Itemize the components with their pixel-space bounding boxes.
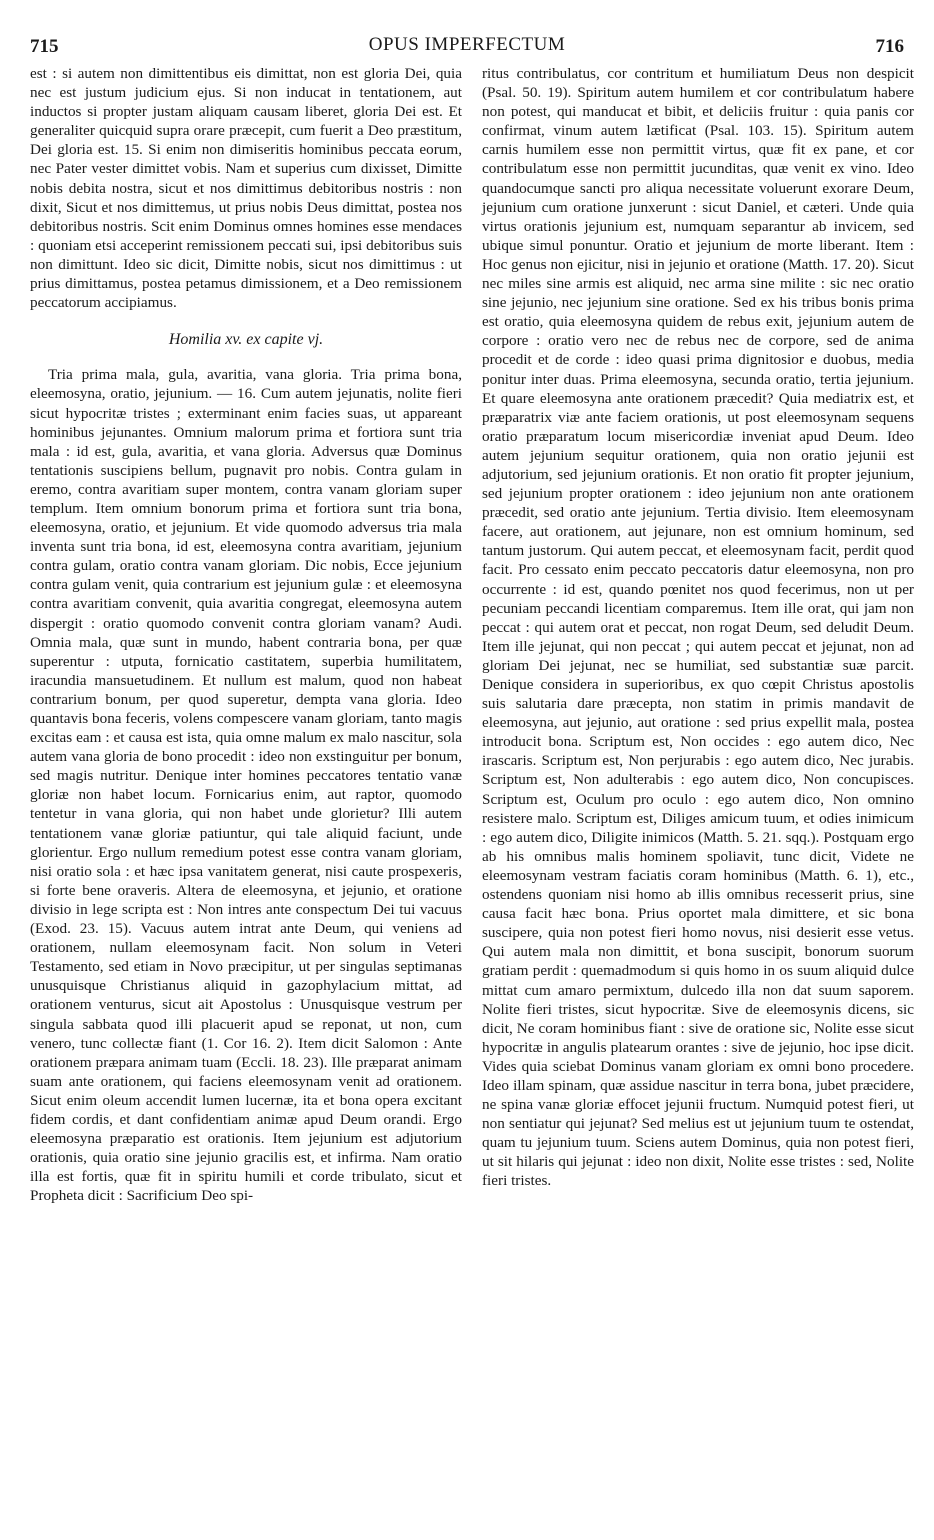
homily-heading: Homilia xv. ex capite vj.	[168, 331, 324, 349]
left-paragraph-1: est : si autem non dimittentibus eis dimittat, non est gloria Dei, quia nec est justum judicium ejus. Si non inducat in tentationem, aut inductos si propter justam aliquam causam liberet, gloria Dei est. Et generaliter quicquid supra orare præcepit, cum fuerit a Deo præstitum, Dei gloria est. 15. Si enim non dimiseritis hominibus peccata eorum, nec Pater vester dimittet vobis. Nam et superius cum dixisset, Dimitte nobis debita nostra, sicut et nos dimittimus debitoribus nostris : non dixit, Sicut et nos dimittemus, ut prius nobis Deus dimittat, postea nos debitoribus nostris. Scit enim Dominus omnes homines esse mendaces : quoniam etsi acceperint remissionem peccati sui, ipsi debitoribus suis non dimittunt. Ideo sic dicit, Dimitte nobis, sicut nos dimittimus : ut prius dimittamus, postea petamus dimissionem, et a Deo remissionem peccatorum accipiamus.	[30, 65, 462, 312]
page-header	[30, 32, 904, 62]
right-paragraph-1: ritus contribulatus, cor contritum et humiliatum Deus non despicit (Psal. 50. 19). Spiritum autem humilem et cor contribulatum habere non potest, qui manducat et bibit, et deliciis fruitur : quia panis cor confirmat, vinum autem lætificat (Psal. 103. 15). Spiritum autem carnis humilem esse non permittit virtus, quæ fit ex pane, et cor contribulatum esse non permittit jucunditas, quæ venit ex vino. Ideo quandocumque sancti pro aliqua necessitate voluerunt exorare Deum, jejunium cum oratione junxerunt : sicut Daniel, et cæteri. Unde quia virtus orationis jejunium est, numquam separantur ab invicem, sed ubique simul ponuntur. Oratio et jejunium de morte liberant. Item : Hoc genus non ejicitur, nisi in jejunio et oratione (Matth. 17. 20). Sicut nec miles sine armis est aliquid, nec arma sine milite : sic nec oratio sine jejunio, nec jejunium sine oratione. Sed ex his tribus bonis prima est oratio, quia eleemosyna quidem de rebus exit, jejunium autem de corpore : oratio vero nec de rebus nec de corpore, sed de anima procedit et de corde : ideo quasi prima dignitosior e duobus, media ponitur inter duas. Prima eleemosyna, secunda oratio, tertia jejunium. Et quare eleemosyna ante orationem præcedit? Quia mediatrix est, et præparatrix viæ ante faciem orationis, ut post eleemosynam sequens oratio præparatum locum misericordiæ inveniat apud Deum. Ideo autem jejunium sequitur orationem, quia non oratio jejunii est adjutorium, sed jejunium orationis. Et non oratio fit propter jejunium, sed jejunium propter orationem : ideo jejunium non ante orationem præcedit, sed oratio ante jejunium. Tertia divisio. Item eleemosynam facere, aut orationem, aut jejunare, non est omnium hominum, sed tantum justorum. Qui autem peccat, et eleemosynam facit, perdit quod facit. Pro cessato enim peccato peccatoris datur eleemosyna, non pro occurrente : id est, quando pœnitet nos quod fecerimus, non ut per pecuniam peccandi licentiam comparemus. Item ille orat, qui jam non peccat : qui autem orat et peccat, non rogat Deum, sed deludit Deum. Item ille jejunat, qui non peccat ; qui autem peccat et jejunat, non ad gloriam Dei jejunat, nec se humiliat, sed substantiæ suæ parcit. Denique considera in superioribus, ex quo cœpit Christus apostolis suis salutaria dare præcepta, non statim in primis mandavit de eleemosyna, aut jejunio, aut oratione : sed prius expellit mala, postea introducit bona. Scriptum est, Non occides : ego autem dico, Nec irascaris. Scriptum est, Non perjurabis : ego autem dico, Nec jurabis. Scriptum est, Non adulterabis : ego autem dico, Non concupisces. Scriptum est, Oculum pro oculo : ego autem dico, Non omnino resistere malo. Scriptum est, Diliges amicum tuum, et odies inimicum : ego autem dico, Diligite inimicos (Matth. 5. 21. sqq.). Postquam ergo ab his omnibus malis hominem spoliavit, tunc dicit, Videte ne eleemosynam vestram faciatis coram hominibus (Matth. 6. 1), etc., ostendens quoniam nisi homo ab illis omnibus recesserit prius, sine causa facit hæc bona. Prius oportet mala dimittere, et sic bona suscipere, quia non potest fieri homo novus, nisi desierit esse vetus. Qui autem mala non dimittit, et bona suscipit, bonorum suorum gratiam perdit : quemadmodum si quis homo in os suum aliquid dulce mittat cum amaro permixtum, dulcedo illa non dat suum saporem. Nolite fieri tristes, sicut hypocritæ. Sive de eleemosynis dicens, sic dicit, Ne coram hominibus fiant : sive de oratione sic, Nolite esse sicut hypocritæ in angulis platearum orantes : sive de jejunio, hoc ipse dicit. Vides quia sciebat Dominus vanam gloriam ex omni bono procedere. Ideo illam spinam, quæ assidue nascitur in terra bona, jubet præcidere, ne spina vanæ gloriæ effocet jejunii fructum. Numquid potest fieri, ut non sentiatur qui jejunat? Sed melius est ut jejunium tuum te ostendat, quam tu jejunium tuum. Sciens autem Dominus, quia non potest fieri, ut sit hilaris qui jejunat : ideo non dixit, Nolite esse tristes : sed, Nolite fieri tristes.	[482, 65, 914, 1190]
left-column	[30, 64, 462, 1205]
left-page-number: 715	[30, 36, 59, 57]
right-page-number: 716	[875, 36, 904, 57]
running-title: OPUS IMPERFECTUM	[368, 34, 566, 55]
left-paragraph-2: Tria prima mala, gula, avaritia, vana gloria. Tria prima bona, eleemosyna, oratio, jejunium. — 16. Cum autem jejunatis, nolite fieri sicut hypocritæ tristes ; exterminant enim facies suas, ut appareant hominibus jejunantes. Omnium malorum prima et fortiora sunt tria mala : id est, gula, avaritia, et vana gloria. Adversus quæ Dominus tentationis suscipiens bellum, pugnavit pro nobis. Contra gulam in eremo, contra avaritiam super montem, contra vanam gloriam super templum. Item omnium bonorum prima et fortiora sunt tria bona, eleemosyna, oratio, et jejunium. Et vide quomodo adversus tria mala inventa sunt tria bona, id est, eleemosyna contra avaritiam, jejunium contra gulam, oratio contra vanam gloriam. Dic nobis, Ecce jejunium contra gulam venit, quia contrarium est jejunium gulæ : et eleemosyna contra avaritiam convenit, quia avaritia congregat, eleemosyna autem dispergit : oratio quomodo convenit contra gloriam vanam? Audi. Omnia mala, quæ sunt in mundo, habent contraria bona, per quæ superentur : utputa, fornicatio castitatem, superbia humilitatem, iracundia mansuetudinem. Et nullum est malum, quod non habeat contrarium bonum, per quod superetur, dempta vana gloria. Ideo quantavis bona feceris, volens compescere vanam gloriam, tanto magis excitas eam : et causa est ista, quia omne malum ex malo nascitur, sola autem vana gloria de bono procedit : ideo non exstinguitur per bonum, sed magis nutritur. Denique inter homines peccatores tentatio vanæ gloriæ non habet locum. Fornicarius enim, aut raptor, quomodo tentetur in vana gloria, qui non habet unde glorietur? Illi autem tentationem vanæ gloriæ patiuntur, qui tale aliquid faciunt, unde glorientur. Ergo nullum remedium potest esse contra vanam gloriam, nisi oratio sola : et hæc ipsa vanitatem generat, nisi caute prospexeris, si forte bene oraveris. Altera de eleemosyna, et jejunio, et oratione divisio in lege scripta est : Non intres ante conspectum Dei tui vacuus (Exod. 23. 15). Vacuus autem intrat ante Deum, qui veniens ad orationem, nullam eleemosynam facit. Non solum in Veteri Testamento, sed etiam in Novo præcipitur, ut per singulas septimanas unusquisque Christianus aliquid in gazophylacium mittat, ad orationem venturus, sicut ait Apostolus : Unusquisque vestrum per singula sabbata quod illi placuerit apud se reponat, ut non, cum venero, tunc collectæ fiant (1. Cor 16. 2). Item dicit Salomon : Ante orationem præpara animam tuam (Eccli. 18. 23). Ille præparat animam suam ante orationem, qui faciens eleemosynam venit ad orationem. Sicut enim oleum accendit lumen lucernæ, ita et bona opera excitant fidem cordis, et dant confidentiam animæ apud Deum orandi. Ergo eleemosyna præparatio est orationis. Item jejunium est adjutorium orationis, quia oratio sine jejunio gracilis est, et infirma. Nam oratio illa est fortis, quæ fit in spiritu humili et corde tribulato, sicut et Propheta dicit : Sacrificium Deo spi-	[30, 366, 462, 1205]
right-column	[482, 64, 914, 1191]
